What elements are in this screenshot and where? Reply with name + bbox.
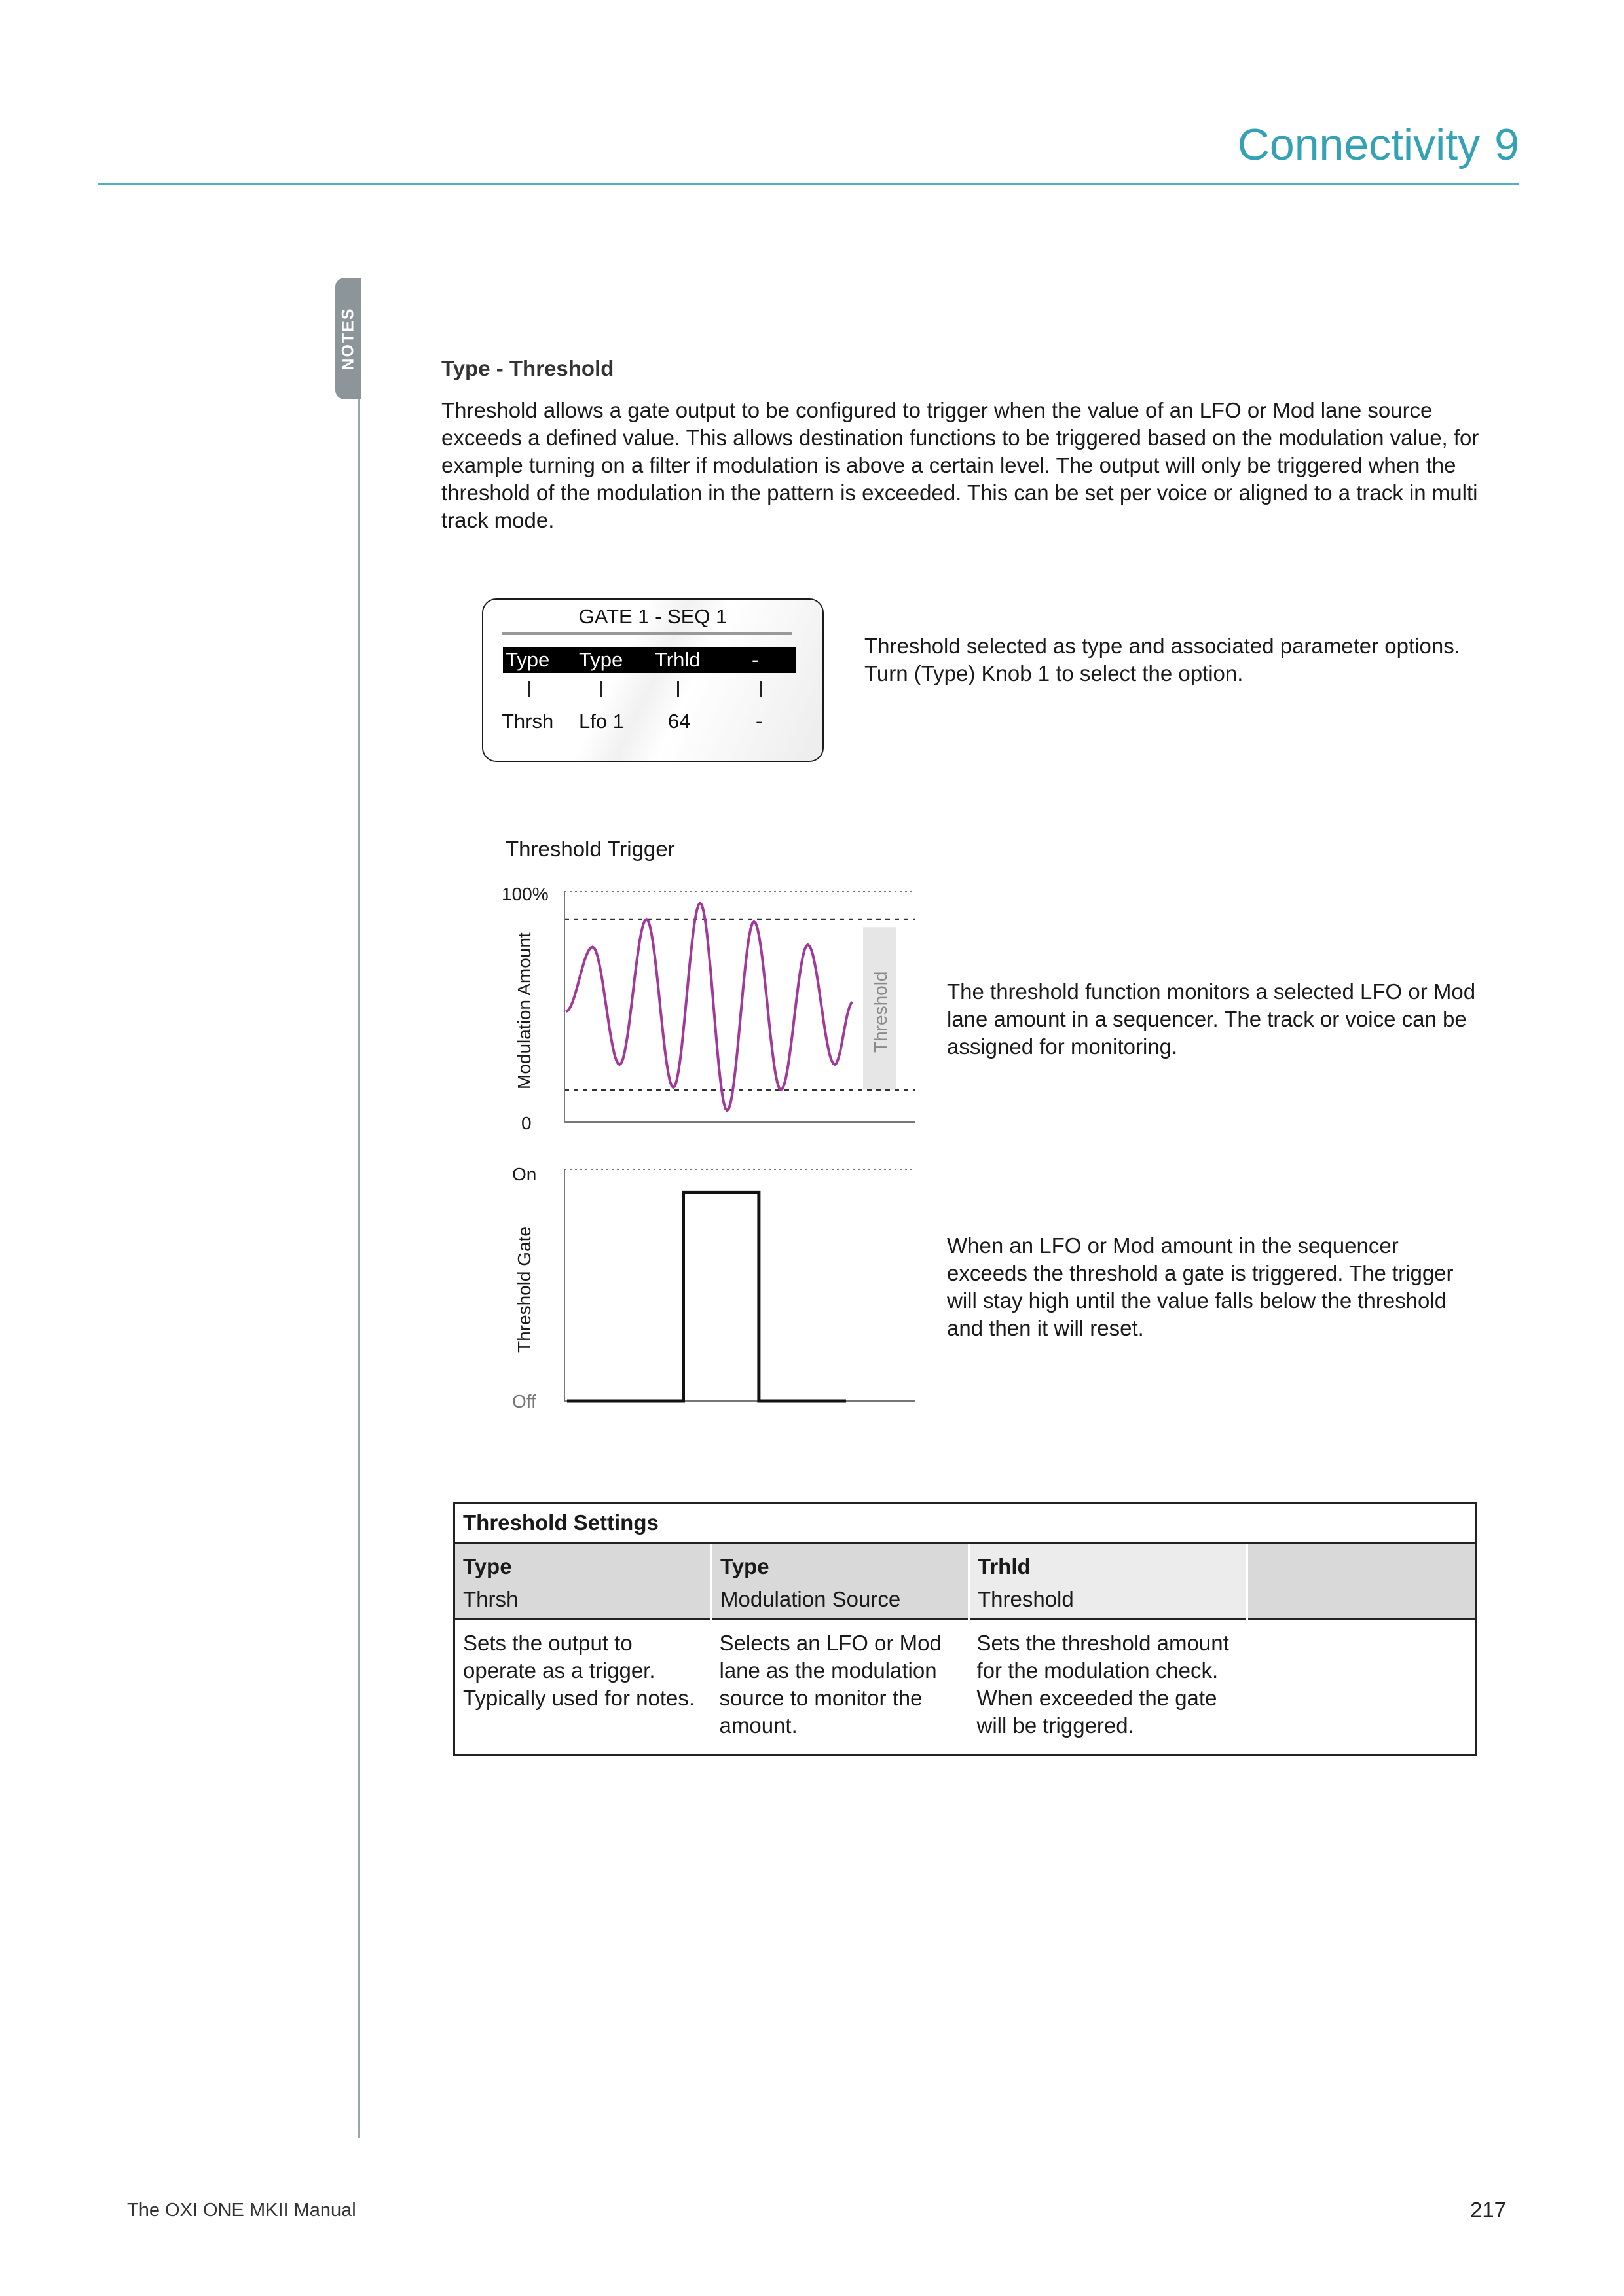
gate-signal (567, 1192, 846, 1401)
lcd-header-trhld: Trhld (655, 648, 701, 671)
lcd-caption: Threshold selected as type and associated parameter options. Turn (Type) Knob 1 to select the option. (864, 634, 1460, 685)
gate-chart (512, 1164, 915, 1412)
table-caption: Threshold Settings (454, 1503, 1477, 1543)
lcd-header-type-1: Type (506, 648, 550, 671)
modulation-wave (566, 903, 853, 1111)
y-max-label: 100% (502, 884, 549, 904)
table-header-row (454, 1543, 1477, 1620)
column-value: Threshold (978, 1587, 1074, 1611)
table-header-cell (969, 1543, 1247, 1620)
lcd-header-empty: - (752, 648, 759, 671)
table-header-cell (1247, 1543, 1477, 1620)
table-description-row (454, 1620, 1477, 1755)
table-cell: Sets the output to operate as a trigger. Typically used for notes. (454, 1620, 712, 1755)
y-axis-label: Modulation Amount (514, 932, 534, 1089)
threshold-label: Threshold (870, 971, 891, 1053)
diagram-title: Threshold Trigger (506, 837, 675, 861)
column-label: Type (720, 1554, 769, 1578)
lcd-title: GATE 1 - SEQ 1 (578, 605, 728, 628)
column-label: Trhld (978, 1554, 1031, 1578)
modulation-chart (502, 884, 915, 1133)
page-number: 217 (1469, 2198, 1506, 2222)
lcd-value-empty: - (756, 710, 763, 733)
table-header-cell (454, 1543, 712, 1620)
table-caption-row (454, 1503, 1477, 1543)
y-min-label: 0 (521, 1113, 532, 1133)
section-body: Threshold allows a gate output to be configured to trigger when the value of an LFO or Mod lane source exceeds a defined value. This allows destination functions to be triggered based on the modulation value, for example turning on a filter if modulation is above a certain level. The output will only be triggered when the threshold of the modulation in the pattern is exceeded. This can be set per voice or aligned to a track in multi track mode. (441, 398, 1479, 532)
y-axis-label: Threshold Gate (514, 1226, 534, 1353)
lcd-header-type-2: Type (579, 648, 623, 671)
mod-chart-caption: The threshold function monitors a selected LFO or Mod lane amount in a sequencer. The track or voice can be assigned for monitoring. (947, 979, 1476, 1059)
table-cell (1247, 1620, 1477, 1755)
column-value: Modulation Source (720, 1587, 901, 1611)
table-cell: Selects an LFO or Mod lane as the modulation source to monitor the amount. (712, 1620, 969, 1755)
footer-manual-title: The OXI ONE MKII Manual (127, 2200, 356, 2221)
chapter-number: 9 (1494, 120, 1519, 170)
table-header-cell (712, 1543, 969, 1620)
threshold-settings-table (453, 1502, 1477, 1756)
section-title: Type - Threshold (441, 356, 614, 380)
lcd-value-thrsh: Thrsh (502, 710, 554, 733)
gate-chart-caption: When an LFO or Mod amount in the sequencer exceeds the threshold a gate is triggered. The trigger will stay high until the value falls below the threshold and then it will reset. (947, 1233, 1454, 1340)
column-value: Thrsh (463, 1587, 519, 1611)
table-cell: Sets the threshold amount for the modulation check. When exceeded the gate will be triggered. (969, 1620, 1247, 1755)
lcd-value-lfo: Lfo 1 (579, 710, 624, 733)
y-on-label: On (512, 1164, 537, 1184)
column-label: Type (463, 1554, 512, 1578)
lcd-value-trhld: 64 (668, 710, 691, 733)
chapter-title: Connectivity (1237, 120, 1481, 170)
y-off-label: Off (512, 1391, 536, 1412)
notes-label: NOTES (339, 306, 358, 371)
